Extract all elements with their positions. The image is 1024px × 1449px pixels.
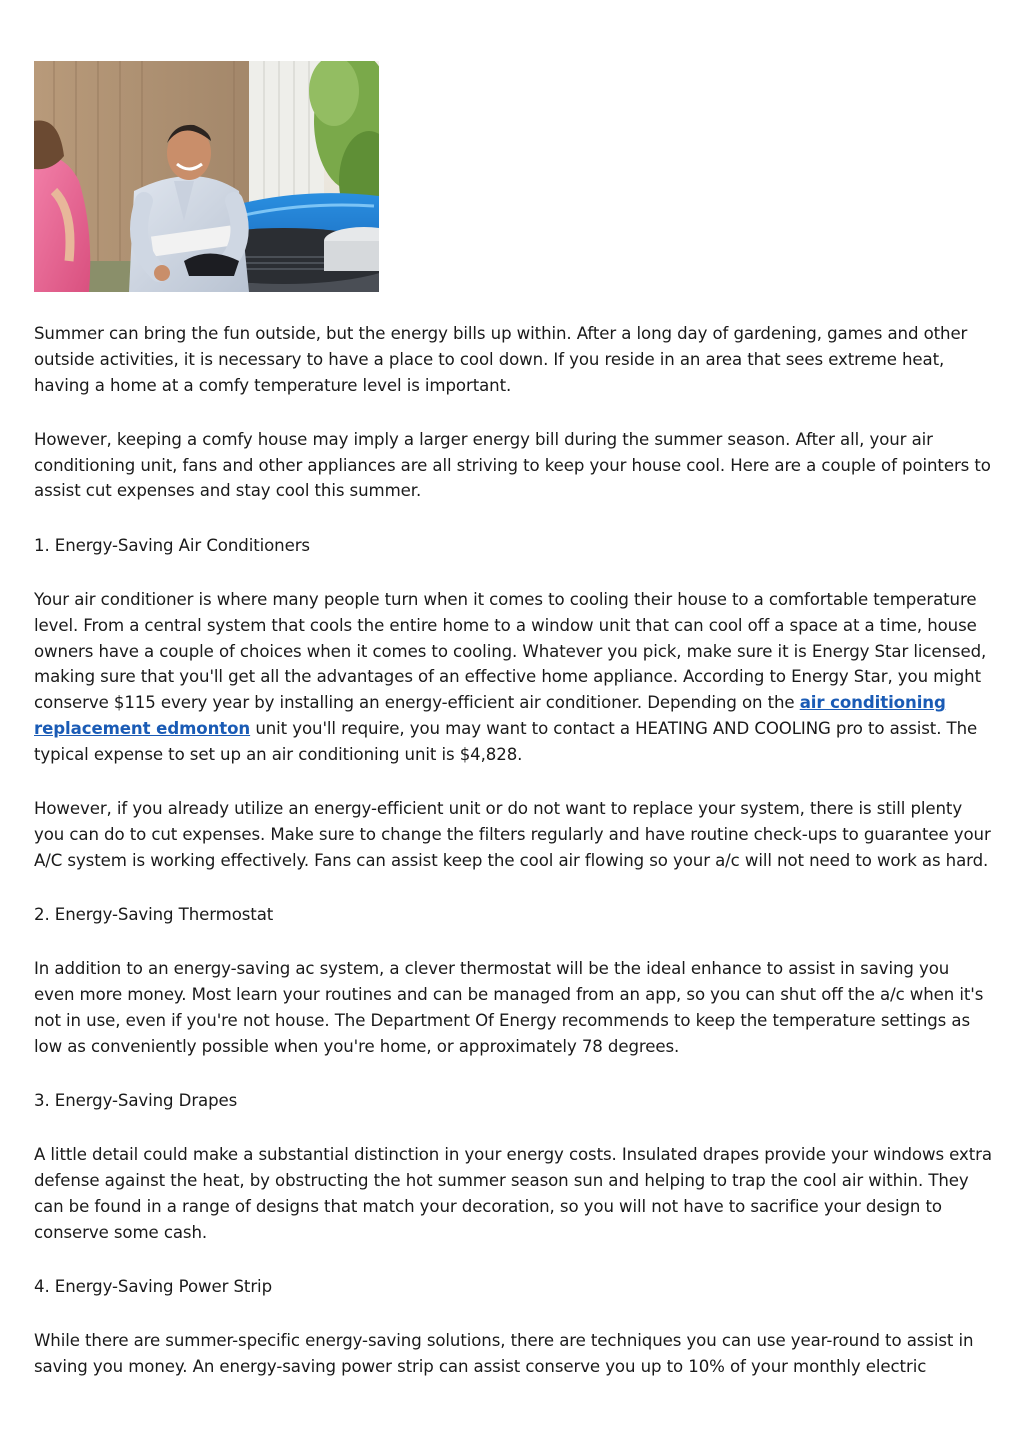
air-conditioning-replacement-link[interactable]: air conditioning replacement edmonton: [34, 693, 946, 739]
heading-thermostat: 2. Energy-Saving Thermostat: [34, 905, 274, 925]
heading-power-strip: 4. Energy-Saving Power Strip: [34, 1277, 273, 1297]
paragraph-air-conditioners: [34, 587, 994, 768]
paragraph-efficient-unit: However, if you already utilize an energy-efficient unit or do not want to replace your system, there is still plenty you can do to cut expenses. Make sure to change the filters regularly and have routine check-ups to guarantee your A/C system is working effectively. Fans can assist keep the cool air flowing so your a/c will not need to work as hard.: [34, 799, 991, 870]
paragraph-drapes: A little detail could make a substantial distinction in your energy costs. Insulated drapes provide your windows extra defense against the heat, by obstructing the hot summer season sun and helping to trap the cool air within. They can be found in a range of designs that match your decoration, so you will not have to sacrifice your design to conserve some cash.: [34, 1145, 992, 1242]
paragraph-summer-bills: However, keeping a comfy house may imply a larger energy bill during the summer season. After all, your air conditioning unit, fans and other appliances are all striving to keep your house cool. Here are a couple of pointers to assist cut expenses and stay cool this summer.: [34, 429, 991, 501]
heading-drapes: 3. Energy-Saving Drapes: [34, 1091, 238, 1111]
article-photo: [34, 61, 379, 292]
text-segment: unit you'll require, you may want to contact a HEATING AND COOLING pro to assist. The typical expense to set up an air conditioning unit is $4,828.: [34, 719, 978, 764]
paragraph-thermostat: In addition to an energy-saving ac system, a clever thermostat will be the ideal enhance to assist in saving you even more money. Most learn your routines and can be managed from an app, so you can shut off the a/c when it's not in use, even if you're not house. The Department Of Energy recommends to keep the temperature settings as low as conveniently possible when you're home, or approximately 78 degrees.: [34, 959, 984, 1056]
text-segment: Your air conditioner is where many people turn when it comes to cooling their house to a comfortable temperature level. From a central system that cools the entire home to a window unit that can cool off a space at a time, house owners have a couple of choices when it comes to cooling. Whatever you pick, make sure it is Energy Star licensed, making sure that you'll get all the advantages of an effective home appliance. According to Energy Star, you might conserve $115 every year by installing an energy-efficient air conditioner. Depending on the: [34, 590, 987, 713]
paragraph-intro: Summer can bring the fun outside, but the energy bills up within. After a long day of gardening, games and other outside activities, it is necessary to have a place to cool down. If you reside in an area that sees extreme heat, having a home at a comfy temperature level is important.: [34, 324, 968, 395]
paragraph-power-strip: While there are summer-specific energy-saving solutions, there are techniques you can use year-round to assist in saving you money. An energy-saving power strip can assist conserve you up to 10% of your monthly electric: [34, 1331, 974, 1377]
article-body: [34, 321, 994, 1408]
heading-air-conditioners: 1. Energy-Saving Air Conditioners: [34, 535, 310, 555]
